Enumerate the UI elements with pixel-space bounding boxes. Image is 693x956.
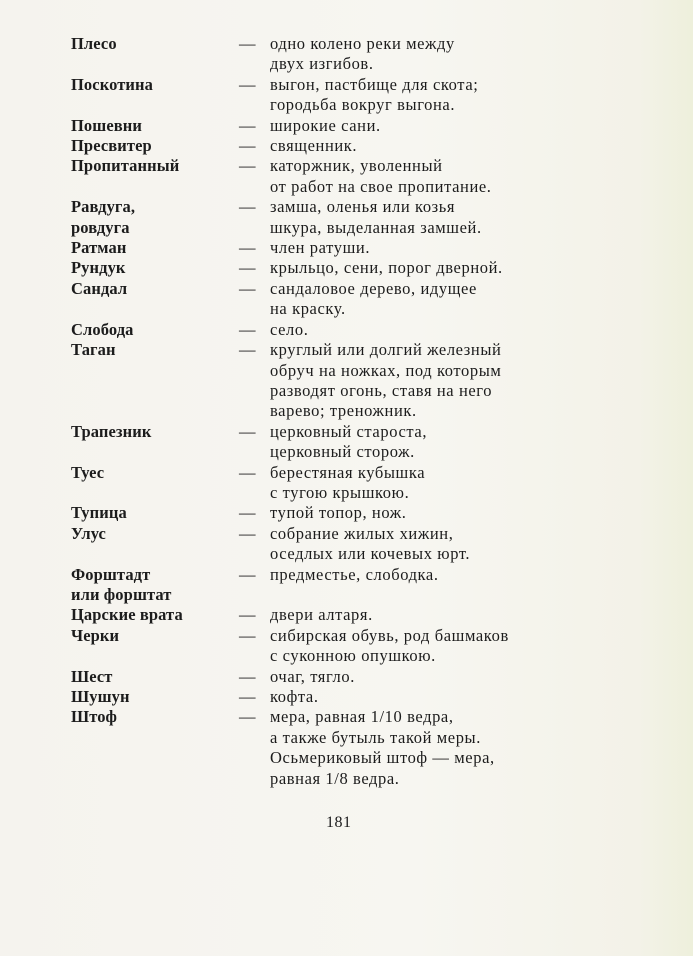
term-line: Шест [71, 666, 113, 686]
definition-line: Осьмериковый штоф — мера, [270, 748, 495, 768]
entry-definition [270, 279, 610, 320]
entry-dash: — [239, 319, 256, 339]
glossary-entry [0, 463, 693, 504]
entry-term [0, 320, 239, 340]
definition-line: шкура, выделанная замшей. [270, 217, 482, 237]
entry-dash: — [239, 278, 256, 298]
definition-line: разводят огонь, ставя на него [270, 380, 493, 400]
entry-dash: — [239, 462, 256, 482]
glossary-entry [0, 503, 693, 523]
definition-line: берестяная кубышка [270, 462, 426, 482]
entry-dash: — [239, 605, 256, 625]
entry-dash: — [239, 523, 256, 543]
definition-line: равная 1/8 ведра. [270, 768, 400, 788]
entry-definition [270, 197, 610, 238]
glossary-entry [0, 34, 693, 75]
entry-definition [270, 667, 610, 687]
page-number: 181 [326, 814, 352, 831]
term-line: Пошевни [71, 115, 142, 135]
term-line: Туес [71, 462, 105, 482]
definition-line: городьба вокруг выгона. [270, 95, 456, 115]
glossary-entry [0, 626, 693, 667]
definition-line: село. [270, 319, 309, 339]
definition-line: от работ на свое пропитание. [270, 176, 492, 196]
entry-definition [270, 340, 610, 422]
definition-line: оседлых или кочевых юрт. [270, 544, 471, 564]
entry-definition [270, 687, 610, 707]
definition-line: одно колено реки между [270, 34, 455, 53]
entry-term [0, 136, 239, 156]
entry-dash: — [239, 34, 256, 53]
entry-dash: — [239, 421, 256, 441]
definition-line: член ратуши. [270, 238, 371, 258]
definition-line: предместье, слободка. [270, 564, 439, 584]
entry-term [0, 503, 239, 523]
glossary-entry [0, 340, 693, 422]
definition-line: а также бутыль такой меры. [270, 727, 481, 747]
entry-term [0, 197, 239, 238]
entry-definition [270, 463, 610, 504]
entry-dash: — [239, 136, 256, 156]
entry-definition [270, 320, 610, 340]
term-line: Сандал [71, 278, 128, 298]
entry-term [0, 238, 239, 258]
term-line: Форштадт [71, 564, 151, 584]
glossary-entry [0, 320, 693, 340]
definition-line: мера, равная 1/10 ведра, [270, 707, 454, 727]
definition-line: собрание жилых хижин, [270, 523, 454, 543]
definition-line: сандаловое дерево, идущее [270, 278, 477, 298]
glossary-entry [0, 667, 693, 687]
definition-line: сибирская обувь, род башмаков [270, 625, 509, 645]
term-line: Таган [71, 340, 116, 360]
glossary-entry [0, 116, 693, 136]
glossary-entry [0, 197, 693, 238]
entry-term [0, 116, 239, 136]
definition-line: замша, оленья или козья [270, 197, 456, 217]
term-line: Шушун [71, 687, 130, 706]
entry-dash: — [239, 238, 256, 258]
entry-term [0, 524, 239, 544]
glossary-entry [0, 524, 693, 565]
entry-term [0, 279, 239, 299]
definition-line: двери алтаря. [270, 605, 373, 625]
glossary-entry [0, 75, 693, 116]
definition-line: на краску. [270, 299, 346, 319]
entry-dash: — [239, 340, 256, 360]
entry-term [0, 565, 239, 606]
entry-dash: — [239, 74, 256, 94]
entry-term [0, 667, 239, 687]
definition-line: тупой топор, нож. [270, 503, 407, 523]
definition-line: выгон, пастбище для скота; [270, 74, 479, 94]
entry-definition [270, 565, 610, 585]
glossary-entry [0, 687, 693, 707]
definition-line: кофта. [270, 687, 319, 706]
term-line: Тупица [71, 503, 127, 523]
entry-dash: — [239, 687, 256, 706]
entry-term [0, 34, 239, 54]
definition-line: варево; треножник. [270, 401, 417, 421]
glossary-list [0, 34, 693, 789]
entry-term [0, 605, 239, 625]
term-line: ровдуга [71, 217, 130, 237]
glossary-entry [0, 156, 693, 197]
entry-term [0, 156, 239, 176]
entry-definition [270, 34, 610, 75]
definition-line: двух изгибов. [270, 54, 374, 74]
entry-term [0, 75, 239, 95]
entry-definition [270, 626, 610, 667]
entry-definition [270, 116, 610, 136]
definition-line: обруч на ножках, под которым [270, 360, 502, 380]
glossary-entry [0, 707, 693, 789]
entry-dash: — [239, 666, 256, 686]
term-line: Равдуга, [71, 197, 136, 217]
entry-definition [270, 75, 610, 116]
entry-term [0, 687, 239, 707]
definition-line: каторжник, уволенный [270, 156, 443, 176]
entry-term [0, 422, 239, 442]
entry-definition [270, 422, 610, 463]
definition-line: церковный староста, [270, 421, 428, 441]
glossary-entry [0, 605, 693, 625]
entry-term [0, 463, 239, 483]
term-line: Черки [71, 625, 120, 645]
entry-definition [270, 503, 610, 523]
definition-line: круглый или долгий железный [270, 340, 502, 360]
definition-line: с тугою крышкою. [270, 482, 410, 502]
term-line: Плесо [71, 34, 117, 53]
entry-dash: — [239, 564, 256, 584]
term-line: Рундук [71, 258, 126, 278]
entry-definition [270, 136, 610, 156]
term-line: Трапезник [71, 421, 152, 441]
definition-line: широкие сани. [270, 115, 381, 135]
term-line: или форштат [71, 584, 172, 604]
entry-definition [270, 605, 610, 625]
entry-term [0, 707, 239, 727]
entry-definition [270, 524, 610, 565]
definition-line: с суконною опушкою. [270, 646, 436, 666]
glossary-entry [0, 422, 693, 463]
entry-definition [270, 156, 610, 197]
term-line: Поскотина [71, 74, 153, 94]
definition-line: священник. [270, 136, 358, 156]
definition-line: церковный сторож. [270, 442, 415, 462]
definition-line: крыльцо, сени, порог дверной. [270, 258, 503, 278]
entry-definition [270, 238, 610, 258]
term-line: Пресвитер [71, 136, 152, 156]
entry-dash: — [239, 625, 256, 645]
glossary-entry [0, 279, 693, 320]
entry-term [0, 258, 239, 278]
entry-dash: — [239, 258, 256, 278]
glossary-entry [0, 565, 693, 606]
glossary-entry [0, 136, 693, 156]
term-line: Слобода [71, 319, 134, 339]
term-line: Царские врата [71, 605, 183, 625]
entry-definition [270, 707, 610, 789]
entry-dash: — [239, 707, 256, 727]
entry-dash: — [239, 197, 256, 217]
term-line: Ратман [71, 238, 127, 258]
term-line: Пропитанный [71, 156, 180, 176]
glossary-entry [0, 258, 693, 278]
term-line: Штоф [71, 707, 118, 727]
entry-definition [270, 258, 610, 278]
glossary-entry [0, 238, 693, 258]
entry-term [0, 340, 239, 360]
entry-term [0, 626, 239, 646]
entry-dash: — [239, 115, 256, 135]
entry-dash: — [239, 156, 256, 176]
term-line: Улус [71, 523, 106, 543]
entry-dash: — [239, 503, 256, 523]
definition-line: очаг, тягло. [270, 666, 355, 686]
